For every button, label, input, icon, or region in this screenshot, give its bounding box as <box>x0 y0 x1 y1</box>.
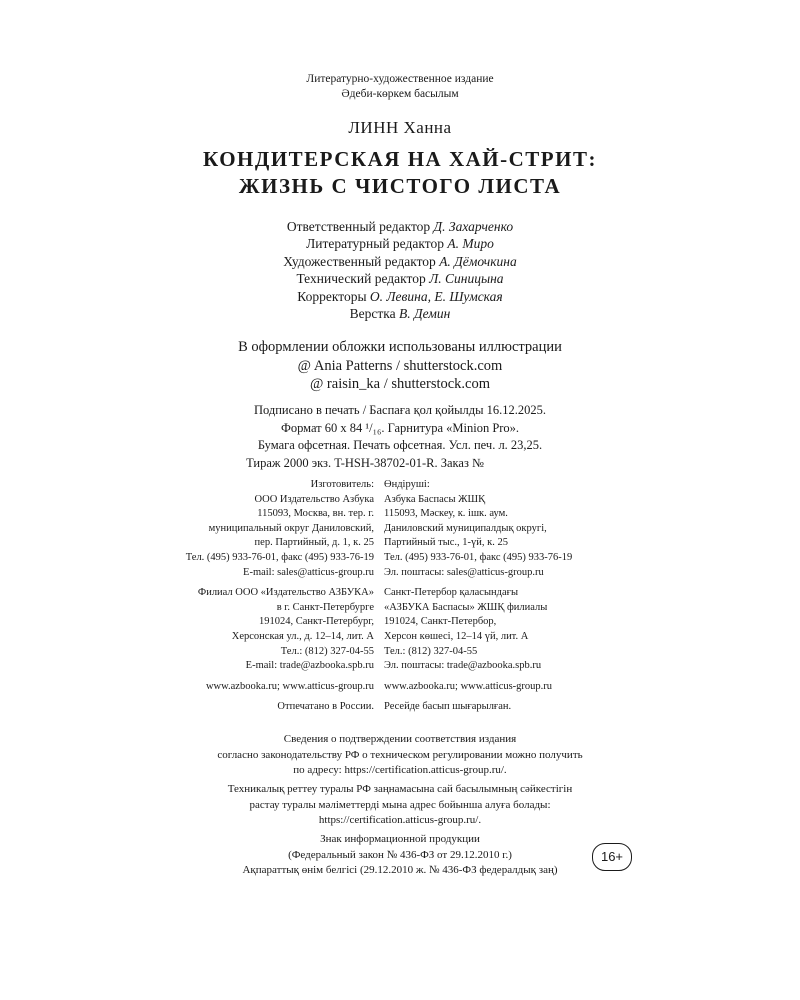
imprint-row: E-mail: sales@atticus-group.ru Эл. поштасы: sales@atticus-group.ru <box>243 566 544 578</box>
info-product-sign: Знак информационной продукции (Федеральный закон № 436-ФЗ от 29.12.2010 г.) Ақпараттық өнім белгісі (29.12.2010 ж. № 436-ФЗ федералдық заң) <box>242 833 558 876</box>
edition-ru: Литературно-художественное издание <box>306 73 494 85</box>
cover-line-2: @ Ania Patterns / shutterstock.com <box>297 357 503 374</box>
credit-person: О. Левина, Е. Шумская <box>369 288 503 304</box>
imprint-row: ООО Издательство Азбука Азбука Баспасы ЖШҚ <box>254 493 486 505</box>
credit-person: А. Миро <box>447 236 494 252</box>
imprint-row: 115093, Москва, вн. тер. г. 115093, Мәскеу, к. ішк. аум. <box>257 508 508 520</box>
edition-type <box>0 72 800 102</box>
age-rating-badge: 16+ <box>592 843 632 871</box>
credit-role: Корректоры <box>297 288 367 304</box>
imprint-row: Тел. (495) 933-76-01, факс (495) 933-76-19 Тел. (495) 933-76-01, факс (495) 933-76-19 <box>185 551 573 563</box>
imprint-row: Херсонская ул., д. 12–14, лит. А Херсон көшесі, 12–14 үй, лит. А <box>231 630 529 642</box>
credit-person: Л. Синицына <box>429 271 504 287</box>
cover-line-1: В оформлении обложки использованы иллюстрации <box>238 339 562 355</box>
credit-line <box>0 270 800 287</box>
title-line-1: КОНДИТЕРСКАЯ НА ХАЙ-СТРИТ: <box>203 147 597 171</box>
website-links: www.azbooka.ru; www.atticus-group.ru <box>205 680 374 692</box>
edition-kz: Әдеби-көркем басылым <box>341 88 459 100</box>
publisher-columns <box>0 478 800 715</box>
imprint-row: E-mail: trade@azbooka.spb.ru Эл. поштасы: trade@azbooka.spb.ru <box>245 660 542 672</box>
credit-line <box>0 253 800 270</box>
cover-illustrations <box>0 338 800 394</box>
credit-person: А. Дёмочкина <box>439 253 517 269</box>
credit-line <box>0 235 800 252</box>
credit-line <box>0 288 800 305</box>
print-details <box>0 402 800 472</box>
imprint-row: в г. Санкт-Петербурге «АЗБУКА Баспасы» ЖШҚ филиалы <box>276 601 548 613</box>
credit-person: В. Демин <box>399 306 451 322</box>
credit-role: Верстка <box>349 306 396 322</box>
print-line-1: Подписано в печать / Баспаға қол қойылды 16.12.2025. <box>253 403 547 417</box>
credit-role: Художественный редактор <box>283 253 436 269</box>
imprint-row: Отпечатано в России. Ресейде басып шығарылған. <box>277 701 512 713</box>
imprint-row: 191024, Санкт-Петербург, 191024, Санкт-Петербор, <box>258 616 497 628</box>
credit-role: Ответственный редактор <box>286 219 431 234</box>
imprint-row: Филиал ООО «Издательство АЗБУКА» Санкт-Петербор қаласындағы <box>197 587 518 599</box>
title-line-2: ЖИЗНЬ С ЧИСТОГО ЛИСТА <box>238 174 562 198</box>
credit-person: Д. Захарченко <box>433 219 514 234</box>
cover-line-3: @ raisin_ka / shutterstock.com <box>309 376 491 392</box>
print-line-3: Бумага офсетная. Печать офсетная. Усл. печ. л. 23,25. <box>257 438 543 452</box>
author-name: ЛИНН Ханна <box>348 118 452 137</box>
book-title <box>0 146 800 200</box>
imprint-row <box>0 680 800 695</box>
credit-role: Технический редактор <box>296 271 426 287</box>
credit-line <box>0 305 800 322</box>
certification-kz: Техникалық реттеу туралы РФ заңнамасына сай басылымның сәйкестігін растау туралы мәліметтерді мына адрес бойынша алуға болады: https://certification.atticus-group.ru/. <box>227 783 573 826</box>
credit-role: Литературный редактор <box>306 236 444 252</box>
imprint-row: Изготовитель: Өндіруші: <box>310 479 430 490</box>
imprint-row: пер. Партийный, д. 1, к. 25 Партийный тыс., 1-үй, к. 25 <box>254 537 508 549</box>
credit-line <box>0 218 800 235</box>
website-links: www.azbooka.ru; www.atticus-group.ru <box>384 680 553 692</box>
credits-block <box>0 218 800 322</box>
imprint-row: муниципальный округ Даниловский, Даниловский муниципалдық округі, <box>208 522 547 534</box>
print-line-4: Тираж 2000 экз. T-HSH-38702-01-R. Заказ № <box>246 455 484 470</box>
imprint-row: Тел.: (812) 327-04-55 Тел.: (812) 327-04-55 <box>280 645 478 657</box>
certification-ru: Сведения о подтверждении соответствия издания согласно законодательству РФ о техническом регулировании можно получить по адресу: https://certification.atticus-group.ru/. <box>217 733 583 776</box>
print-line-2: Формат 60 x 84 ¹/₁₆. Гарнитура «Minion Pro». <box>280 420 520 435</box>
